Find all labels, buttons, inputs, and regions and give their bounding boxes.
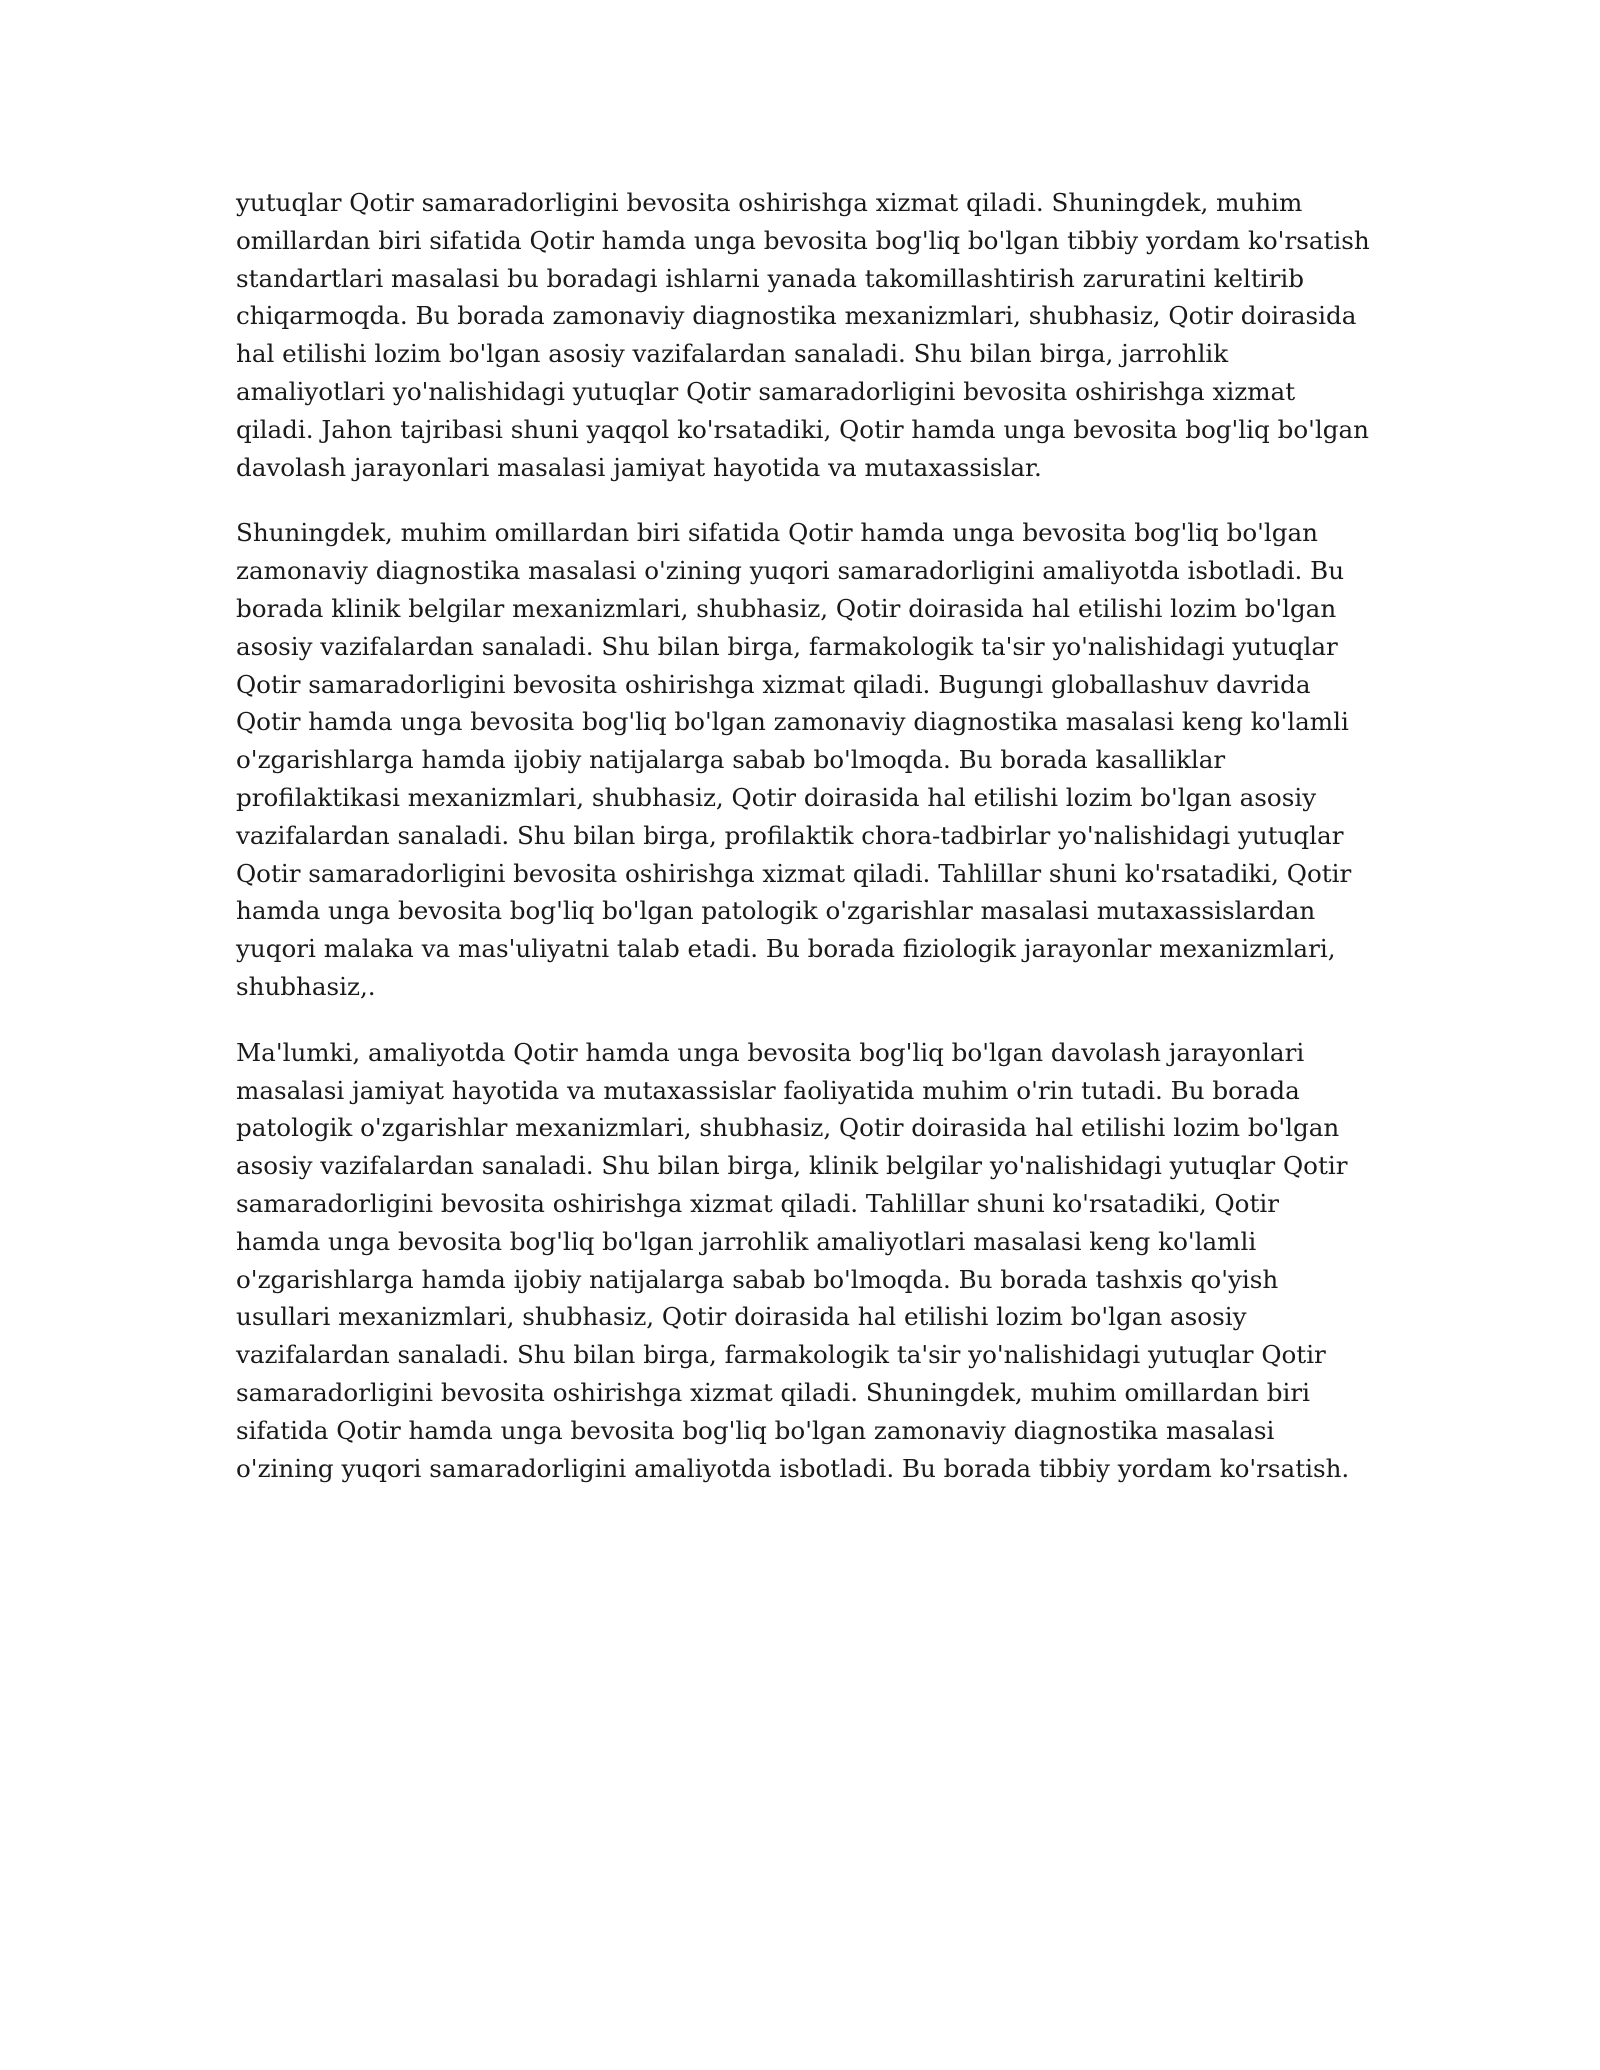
paragraph-2: Shuningdek, muhim omillardan biri sifatida Qotir hamda unga bevosita bog'liq bo'lgan zamonaviy diagnostika masalasi o'zining yuqori samaradorligini amaliyotda isbotladi. Bu borada klinik belgilar mexanizmlari, shubhasiz, Qotir doirasida hal etilishi lozim bo'lgan asosiy vazifalardan sanaladi. Shu bilan birga, farmakologik ta'sir yo'nalishidagi yutuqlar Qotir samaradorligini bevosita oshirishga xizmat qiladi. Bugungi globallashuv davrida Qotir hamda unga bevosita bog'liq bo'lgan zamonaviy diagnostika masalasi keng ko'lamli o'zgarishlarga hamda ijobiy natijalarga sabab bo'lmoqda. Bu borada kasalliklar profilaktikasi mexanizmlari, shubhasiz, Qotir doirasida hal etilishi lozim bo'lgan asosiy vazifalardan sanaladi. Shu bilan birga, profilaktik chora-tadbirlar yo'nalishidagi yutuqlar Qotir samaradorligini bevosita oshirishga xizmat qiladi. Tahlillar shuni ko'rsatadiki, Qotir hamda unga bevosita bog'liq bo'lgan patologik o'zgarishlar masalasi mutaxassislardan yuqori malaka va mas'uliyatni talab etadi. Bu borada fiziologik jarayonlar mexanizmlari, shubhasiz,.: [236, 518, 1352, 1001]
document-body: [236, 184, 1370, 1515]
paragraph-1: yutuqlar Qotir samaradorligini bevosita oshirishga xizmat qiladi. Shuningdek, muhim omillardan biri sifatida Qotir hamda unga bevosita bog'liq bo'lgan tibbiy yordam ko'rsatish standartlari masalasi bu boradagi ishlarni yanada takomillashtirish zaruratini keltirib chiqarmoqda. Bu borada zamonaviy diagnostika mexanizmlari, shubhasiz, Qotir doirasida hal etilishi lozim bo'lgan asosiy vazifalardan sanaladi. Shu bilan birga, jarrohlik amaliyotlari yo'nalishidagi yutuqlar Qotir samaradorligini bevosita oshirishga xizmat qiladi. Jahon tajribasi shuni yaqqol ko'rsatadiki, Qotir hamda unga bevosita bog'liq bo'lgan davolash jarayonlari masalasi jamiyat hayotida va mutaxassislar.: [236, 188, 1370, 482]
paragraph-3: Ma'lumki, amaliyotda Qotir hamda unga bevosita bog'liq bo'lgan davolash jarayonlari masalasi jamiyat hayotida va mutaxassislar faoliyatida muhim o'rin tutadi. Bu borada patologik o'zgarishlar mexanizmlari, shubhasiz, Qotir doirasida hal etilishi lozim bo'lgan asosiy vazifalardan sanaladi. Shu bilan birga, klinik belgilar yo'nalishidagi yutuqlar Qotir samaradorligini bevosita oshirishga xizmat qiladi. Tahlillar shuni ko'rsatadiki, Qotir hamda unga bevosita bog'liq bo'lgan jarrohlik amaliyotlari masalasi keng ko'lamli o'zgarishlarga hamda ijobiy natijalarga sabab bo'lmoqda. Bu borada tashxis qo'yish usullari mexanizmlari, shubhasiz, Qotir doirasida hal etilishi lozim bo'lgan asosiy vazifalardan sanaladi. Shu bilan birga, farmakologik ta'sir yo'nalishidagi yutuqlar Qotir samaradorligini bevosita oshirishga xizmat qiladi. Shuningdek, muhim omillardan biri sifatida Qotir hamda unga bevosita bog'liq bo'lgan zamonaviy diagnostika masalasi o'zining yuqori samaradorligini amaliyotda isbotladi. Bu borada tibbiy yordam ko'rsatish.: [236, 1037, 1350, 1483]
